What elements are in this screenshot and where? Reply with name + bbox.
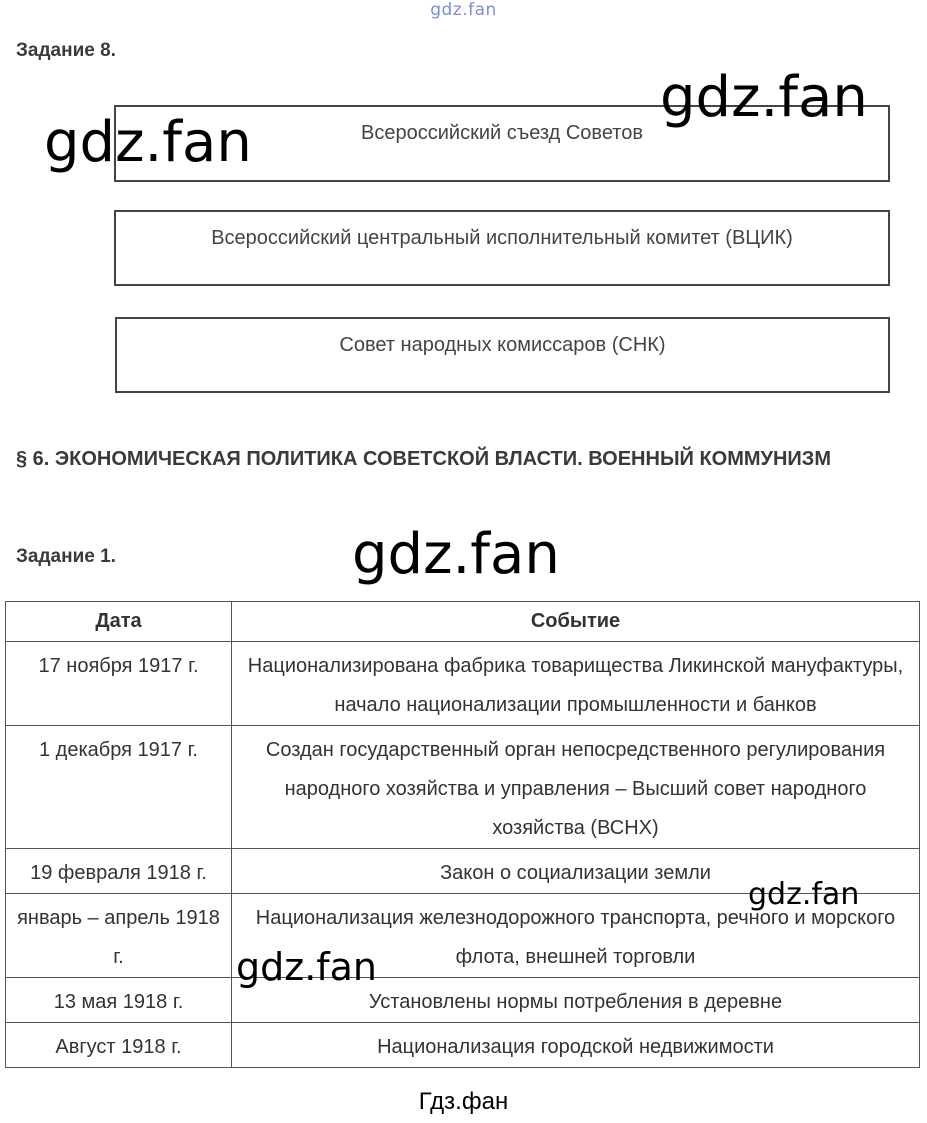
cell-event: Создан государственный орган непосредственного регулирования народного хозяйства и управления – Высший совет народного хозяйства (ВСНХ) [232, 726, 920, 849]
events-table [5, 601, 920, 1068]
task8-title: Задание 8. [16, 40, 116, 61]
box-snk-label: Совет народных комиссаров (СНК) [339, 333, 666, 356]
table-header-row [6, 602, 920, 642]
table-row [6, 978, 920, 1023]
box-congress-label: Всероссийский съезд Советов [361, 122, 643, 144]
cell-event: Национализация железнодорожного транспорта, речного и морского флота, внешней торговли [232, 894, 920, 978]
header-date: Дата [6, 602, 232, 642]
cell-event: Национализирована фабрика товарищества Ликинской мануфактуры, начало национализации промышленности и банков [232, 642, 920, 726]
cell-date: Август 1918 г. [6, 1023, 232, 1068]
cell-event: Национализация городской недвижимости [232, 1023, 920, 1068]
watermark: gdz.fan [660, 65, 868, 130]
table-row [6, 642, 920, 726]
table-row [6, 1023, 920, 1068]
task1-title: Задание 1. [16, 546, 116, 567]
box-vtsik-label: Всероссийский центральный исполнительный комитет (ВЦИК) [211, 226, 793, 249]
cell-date: 13 мая 1918 г. [6, 978, 232, 1023]
section-title: § 6. ЭКОНОМИЧЕСКАЯ ПОЛИТИКА СОВЕТСКОЙ ВЛАСТИ. ВОЕННЫЙ КОММУНИЗМ [16, 448, 831, 470]
footer-caption: Гдз.фан [418, 1088, 509, 1115]
watermark: gdz.fan [44, 110, 252, 175]
header-event: Событие [232, 602, 920, 642]
watermark: gdz.fan [236, 945, 378, 989]
watermark: gdz.fan [748, 877, 860, 912]
watermark-top: gdz.fan [430, 0, 497, 20]
box-vtsik [114, 210, 890, 286]
box-snk [115, 317, 890, 393]
cell-date: январь – апрель 1918 г. [6, 894, 232, 978]
cell-event: Закон о социализации земли [232, 849, 920, 894]
cell-date: 19 февраля 1918 г. [6, 849, 232, 894]
cell-event: Установлены нормы потребления в деревне [232, 978, 920, 1023]
cell-date: 17 ноября 1917 г. [6, 642, 232, 726]
watermark: gdz.fan [352, 522, 560, 587]
table-row [6, 726, 920, 849]
cell-date: 1 декабря 1917 г. [6, 726, 232, 849]
